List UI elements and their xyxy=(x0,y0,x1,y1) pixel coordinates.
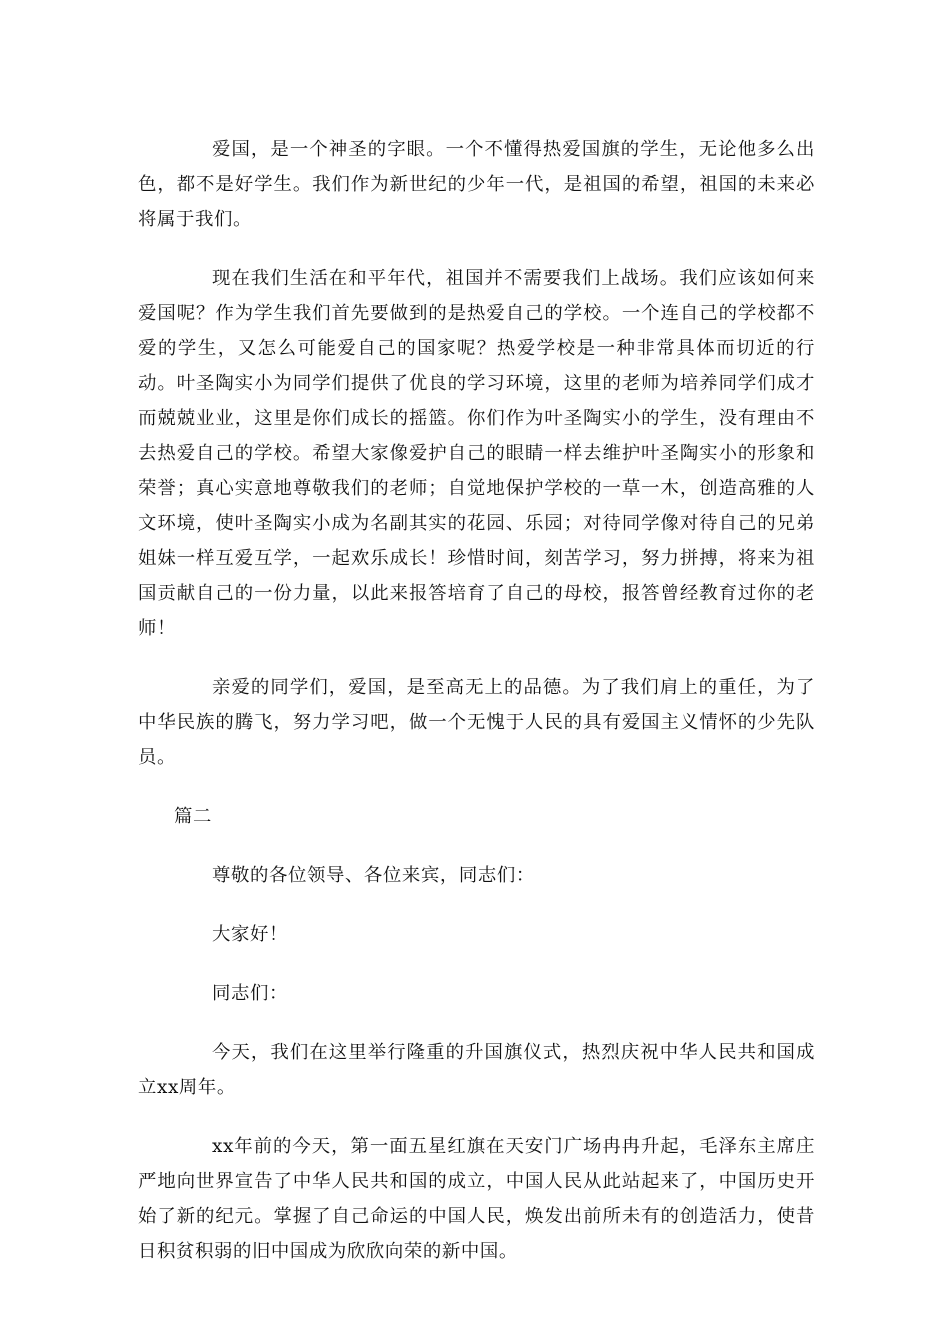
paragraph: 爱国，是一个神圣的字眼。一个不懂得热爱国旗的学生，无论他多么出色，都不是好学生。我们作为新世纪的少年一代，是祖国的希望，祖国的未来必将属于我们。 xyxy=(138,139,815,230)
paragraph: xx年前的今天，第一面五星红旗在天安门广场冉冉升起，毛泽东主席庄严地向世界宣告了中华人民共和国的成立，中国人民从此站起来了，中国历史开始了新的纪元。掌握了自己命运的中国人民，焕发出前所未有的创造活力，使昔日积贫积弱的旧中国成为欣欣向荣的新中国。 xyxy=(138,1136,815,1262)
document-body xyxy=(138,132,815,1293)
section-heading: 篇二 xyxy=(174,806,212,827)
greeting: 大家好！ xyxy=(212,924,288,945)
address: 同志们： xyxy=(212,983,288,1004)
salutation: 尊敬的各位领导、各位来宾，同志们： xyxy=(212,865,535,886)
paragraph: 今天，我们在这里举行隆重的升国旗仪式，热烈庆祝中华人民共和国成立xx周年。 xyxy=(138,1042,815,1098)
paragraph: 亲爱的同学们，爱国，是至高无上的品德。为了我们肩上的重任，为了中华民族的腾飞，努力学习吧，做一个无愧于人民的具有爱国主义情怀的少先队员。 xyxy=(138,677,815,768)
paragraph: 现在我们生活在和平年代，祖国并不需要我们上战场。我们应该如何来爱国呢？作为学生我们首先要做到的是热爱自己的学校。一个连自己的学校都不爱的学生，又怎么可能爱自己的国家呢？热爱学校是一种非常具体而切近的行动。叶圣陶实小为同学们提供了优良的学习环境，这里的老师为培养同学们成才而兢兢业业，这里是你们成长的摇篮。你们作为叶圣陶实小的学生，没有理由不去热爱自己的学校。希望大家像爱护自己的眼睛一样去维护叶圣陶实小的形象和荣誉；真心实意地尊敬我们的老师；自觉地保护学校的一草一木，创造高雅的人文环境，使叶圣陶实小成为名副其实的花园、乐园；对待同学像对待自己的兄弟姐妹一样互爱互学，一起欢乐成长！珍惜时间，刻苦学习，努力拼搏，将来为祖国贡献自己的一份力量，以此来报答培育了自己的母校，报答曾经教育过你的老师！ xyxy=(138,268,815,639)
